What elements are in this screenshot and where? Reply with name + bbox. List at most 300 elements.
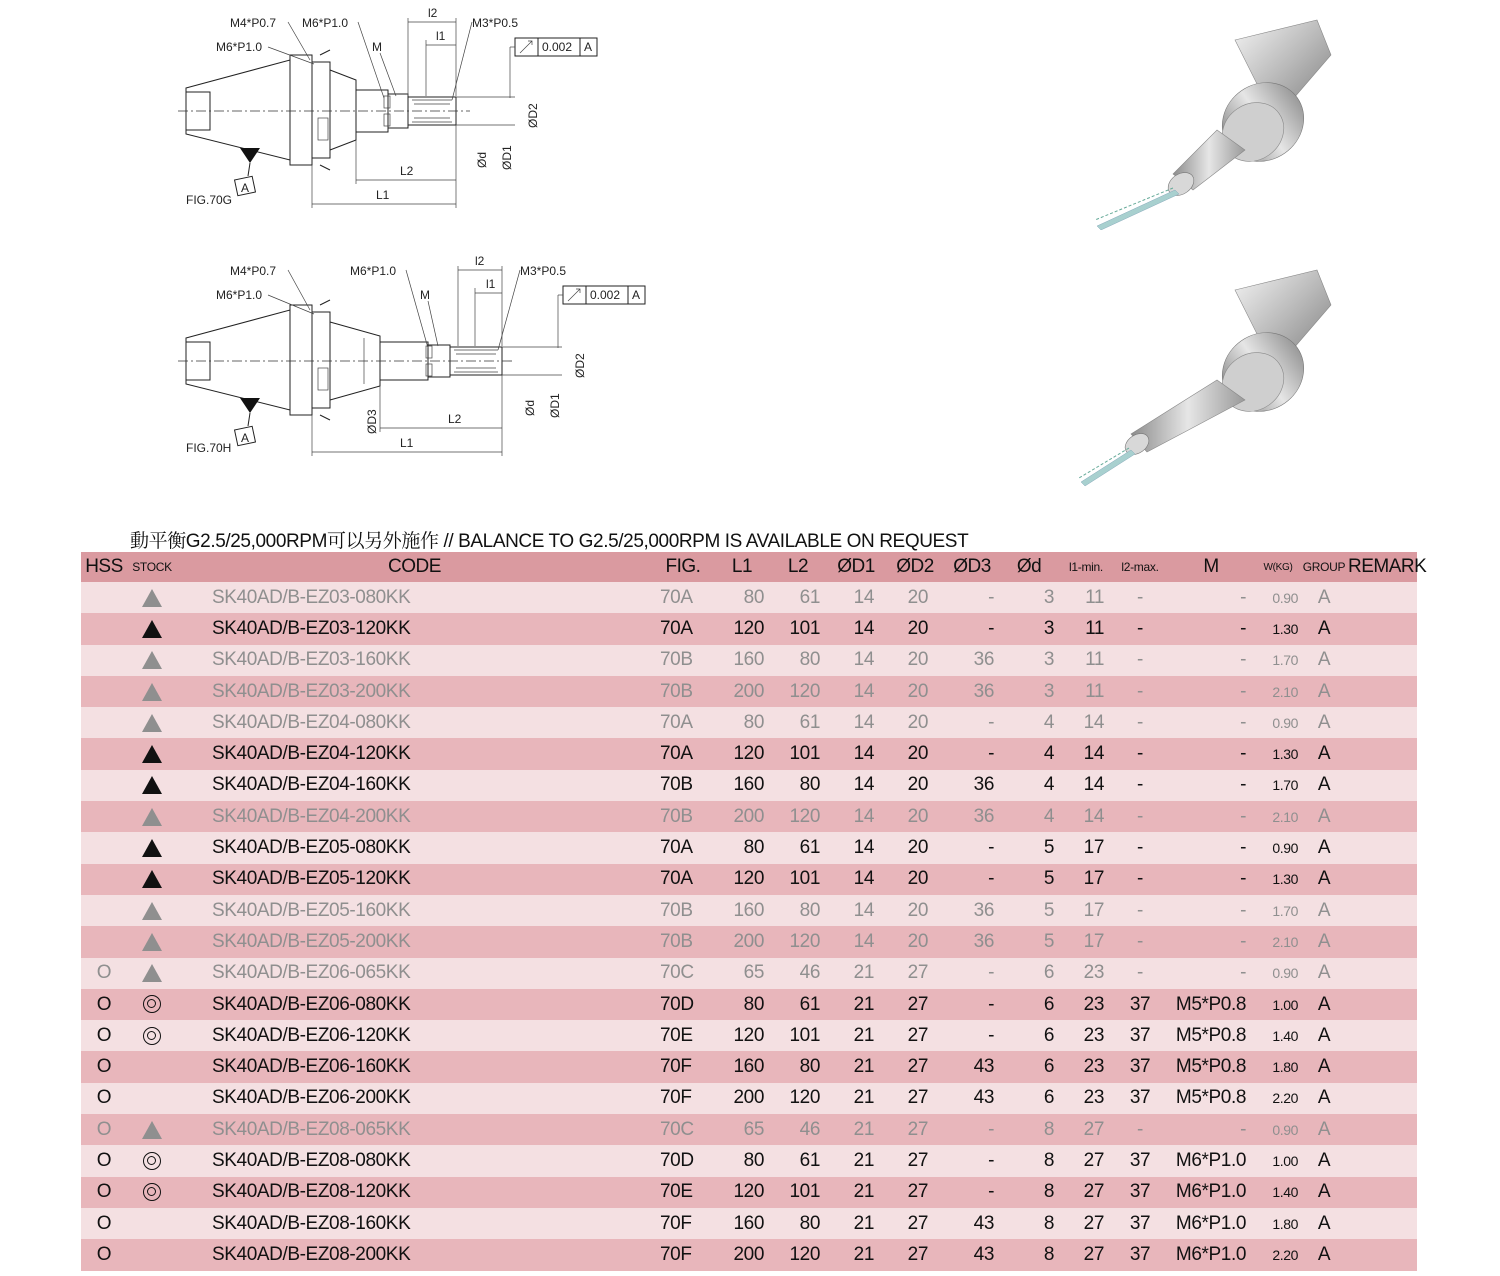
cell-m: - (1166, 895, 1256, 926)
cell-code: SK40AD/B-EZ06-120KK (177, 1020, 652, 1051)
figure-caption: FIG.70G (186, 193, 233, 207)
cell-od3: - (944, 1114, 1000, 1145)
stock-triangle-icon (142, 714, 162, 732)
cell-l2-max: 37 (1114, 1239, 1166, 1270)
cell-od3: 36 (944, 895, 1000, 926)
cell-hss (81, 926, 127, 957)
cell-fig: 70A (652, 582, 714, 613)
cell-od3: - (944, 613, 1000, 644)
cell-m: M5*P0.8 (1166, 1051, 1256, 1082)
cell-od3: 43 (944, 1208, 1000, 1239)
cell-l1: 120 (714, 1177, 770, 1208)
header-remark: REMARK (1348, 552, 1417, 582)
cell-group: A (1300, 707, 1348, 738)
cell-group: A (1300, 926, 1348, 957)
cell-group: A (1300, 676, 1348, 707)
cell-hss (81, 770, 127, 801)
cell-fig: 70A (652, 864, 714, 895)
cell-l2-max: - (1114, 832, 1166, 863)
cell-l1-min: 27 (1058, 1208, 1114, 1239)
cell-group: A (1300, 645, 1348, 676)
cell-code: SK40AD/B-EZ03-200KK (177, 676, 652, 707)
cell-od3: - (944, 1020, 1000, 1051)
header-l2: L2 (770, 552, 826, 582)
table-row (81, 1114, 1417, 1145)
balance-note: 動平衡G2.5/25,000RPM可以另外施作 // BALANCE TO G2.5/25,000RPM IS AVAILABLE ON REQUEST (130, 531, 969, 552)
cell-code: SK40AD/B-EZ04-080KK (177, 707, 652, 738)
cell-l1-min: 27 (1058, 1177, 1114, 1208)
cell-hss: O (81, 1083, 127, 1114)
cell-l1: 200 (714, 801, 770, 832)
cell-l2: 61 (770, 707, 826, 738)
cell-fig: 70B (652, 645, 714, 676)
cell-code: SK40AD/B-EZ03-160KK (177, 645, 652, 676)
cell-l2-max: 37 (1114, 1145, 1166, 1176)
cell-m: M6*P1.0 (1166, 1145, 1256, 1176)
cell-od3: 36 (944, 770, 1000, 801)
cell-m: - (1166, 582, 1256, 613)
cell-remark (1348, 676, 1417, 707)
cell-od2: 20 (886, 864, 944, 895)
label-od: Ød (475, 151, 489, 168)
cell-stock (127, 738, 177, 769)
cell-l1-min: 14 (1058, 707, 1114, 738)
cell-l1: 80 (714, 1145, 770, 1176)
cell-l1: 80 (714, 832, 770, 863)
cell-m: - (1166, 676, 1256, 707)
label-m6-top: M6*P1.0 (302, 16, 349, 30)
cell-l2-max: - (1114, 864, 1166, 895)
cell-od1: 21 (826, 1114, 886, 1145)
cell-od: 3 (1000, 645, 1058, 676)
cell-l1-min: 14 (1058, 738, 1114, 769)
cell-od3: - (944, 958, 1000, 989)
table-body (81, 582, 1417, 1271)
cell-l2: 120 (770, 801, 826, 832)
cell-weight: 0.90 (1256, 707, 1300, 738)
cell-od: 8 (1000, 1177, 1058, 1208)
cell-code: SK40AD/B-EZ06-160KK (177, 1051, 652, 1082)
cell-l1-min: 11 (1058, 645, 1114, 676)
cell-l1-min: 23 (1058, 1020, 1114, 1051)
cell-code: SK40AD/B-EZ08-160KK (177, 1208, 652, 1239)
cell-m: M6*P1.0 (1166, 1177, 1256, 1208)
cell-od2: 27 (886, 1239, 944, 1270)
label-od1: ØD1 (548, 393, 562, 418)
cell-od2: 20 (886, 738, 944, 769)
stock-triangle-icon (142, 902, 162, 920)
cell-od3: - (944, 582, 1000, 613)
cell-hss (81, 645, 127, 676)
cell-code: SK40AD/B-EZ05-080KK (177, 832, 652, 863)
cell-group: A (1300, 989, 1348, 1020)
cell-l1: 120 (714, 1020, 770, 1051)
label-l1-top: l1 (436, 29, 446, 43)
cell-stock (127, 1020, 177, 1051)
taper-body (186, 310, 290, 410)
cell-remark (1348, 864, 1417, 895)
cell-hss (81, 676, 127, 707)
cell-code: SK40AD/B-EZ08-120KK (177, 1177, 652, 1208)
stock-triangle-icon (142, 1121, 162, 1139)
cell-od: 5 (1000, 832, 1058, 863)
cell-l1: 160 (714, 1051, 770, 1082)
cell-l2-max: - (1114, 895, 1166, 926)
datum-marker: A (241, 181, 250, 195)
cell-od1: 21 (826, 989, 886, 1020)
header-l1: L1 (714, 552, 770, 582)
cell-fig: 70A (652, 832, 714, 863)
table-row (81, 645, 1417, 676)
table-row (81, 1208, 1417, 1239)
cell-fig: 70A (652, 613, 714, 644)
cell-od3: - (944, 707, 1000, 738)
cell-hss: O (81, 989, 127, 1020)
cell-stock (127, 832, 177, 863)
cell-od1: 21 (826, 1208, 886, 1239)
header-fig: FIG. (652, 552, 714, 582)
label-m6-top: M6*P1.0 (350, 264, 397, 278)
tolerance-datum: A (632, 288, 641, 302)
stock-double-circle-icon (143, 1027, 161, 1045)
cell-l2: 101 (770, 1177, 826, 1208)
cell-weight: 1.30 (1256, 864, 1300, 895)
cell-stock (127, 1145, 177, 1176)
cell-od: 4 (1000, 770, 1058, 801)
cell-hss: O (81, 1239, 127, 1270)
cell-hss: O (81, 1177, 127, 1208)
cell-l2-max: 37 (1114, 1020, 1166, 1051)
cell-weight: 0.90 (1256, 1114, 1300, 1145)
table-row (81, 613, 1417, 644)
stock-triangle-icon (142, 870, 162, 888)
cell-l2-max: - (1114, 958, 1166, 989)
cell-od1: 14 (826, 645, 886, 676)
table-row (81, 770, 1417, 801)
cell-fig: 70E (652, 1177, 714, 1208)
table-row (81, 895, 1417, 926)
cell-remark (1348, 582, 1417, 613)
cell-l1-min: 23 (1058, 1083, 1114, 1114)
cell-od2: 27 (886, 1083, 944, 1114)
cell-od: 3 (1000, 676, 1058, 707)
cell-m: - (1166, 864, 1256, 895)
cell-group: A (1300, 1051, 1348, 1082)
cell-od3: 43 (944, 1239, 1000, 1270)
cell-fig: 70F (652, 1083, 714, 1114)
header-code: CODE (177, 552, 652, 582)
header-m: M (1166, 552, 1256, 582)
cell-hss: O (81, 958, 127, 989)
cell-stock (127, 958, 177, 989)
cell-od3: 43 (944, 1083, 1000, 1114)
cell-l2-max: - (1114, 645, 1166, 676)
label-m6-side: M6*P1.0 (216, 40, 263, 54)
table-row (81, 832, 1417, 863)
cell-l1: 65 (714, 958, 770, 989)
cell-l1: 80 (714, 582, 770, 613)
flange-step (312, 62, 330, 158)
cell-fig: 70B (652, 676, 714, 707)
cell-code: SK40AD/B-EZ05-120KK (177, 864, 652, 895)
cell-weight: 1.30 (1256, 738, 1300, 769)
cell-od: 6 (1000, 1051, 1058, 1082)
cell-group: A (1300, 832, 1348, 863)
cell-fig: 70A (652, 738, 714, 769)
cell-l1: 200 (714, 1239, 770, 1270)
cell-group: A (1300, 1177, 1348, 1208)
cell-l1-min: 17 (1058, 832, 1114, 863)
cell-m: - (1166, 645, 1256, 676)
tool-holder-render-long (1075, 262, 1335, 487)
cell-od3: - (944, 1145, 1000, 1176)
datum-marker: A (241, 431, 250, 445)
cell-fig: 70B (652, 895, 714, 926)
cell-remark (1348, 1177, 1417, 1208)
cell-od1: 14 (826, 895, 886, 926)
cell-l2: 46 (770, 1114, 826, 1145)
cell-hss (81, 864, 127, 895)
label-m4: M4*P0.7 (230, 16, 277, 30)
cell-m: M5*P0.8 (1166, 1020, 1256, 1051)
cell-fig: 70A (652, 707, 714, 738)
table-row (81, 1177, 1417, 1208)
cell-od: 5 (1000, 864, 1058, 895)
cell-od: 6 (1000, 989, 1058, 1020)
cell-l1-min: 27 (1058, 1145, 1114, 1176)
cell-l2: 61 (770, 1145, 826, 1176)
cell-group: A (1300, 958, 1348, 989)
cell-l2-max: - (1114, 801, 1166, 832)
cell-od: 5 (1000, 926, 1058, 957)
cell-od1: 21 (826, 958, 886, 989)
taper-body (186, 60, 290, 160)
cell-l2-max: - (1114, 582, 1166, 613)
cell-l1-min: 11 (1058, 582, 1114, 613)
cell-m: M6*P1.0 (1166, 1208, 1256, 1239)
cell-hss: O (81, 1051, 127, 1082)
cell-l2-max: 37 (1114, 1177, 1166, 1208)
cell-fig: 70F (652, 1239, 714, 1270)
stock-triangle-icon (142, 589, 162, 607)
label-m3: M3*P0.5 (520, 264, 567, 278)
cell-weight: 2.10 (1256, 801, 1300, 832)
cell-l1: 160 (714, 1208, 770, 1239)
cell-l1: 120 (714, 864, 770, 895)
tool-holder-render-short (1085, 10, 1335, 230)
label-m: M (372, 40, 382, 54)
cell-od2: 20 (886, 645, 944, 676)
cell-remark (1348, 1083, 1417, 1114)
cell-group: A (1300, 801, 1348, 832)
neck (330, 70, 356, 150)
stock-triangle-icon (142, 745, 162, 763)
cell-remark (1348, 738, 1417, 769)
cell-group: A (1300, 1239, 1348, 1270)
label-l1: L1 (400, 436, 414, 450)
cell-l1: 120 (714, 738, 770, 769)
cell-stock (127, 1083, 177, 1114)
cell-m: M5*P0.8 (1166, 1083, 1256, 1114)
cell-l1: 200 (714, 1083, 770, 1114)
cell-od1: 14 (826, 832, 886, 863)
cell-m: - (1166, 613, 1256, 644)
cell-od2: 27 (886, 1145, 944, 1176)
stock-double-circle-icon (143, 1183, 161, 1201)
stock-triangle-icon (142, 808, 162, 826)
cell-m: - (1166, 926, 1256, 957)
label-l2: L2 (448, 412, 462, 426)
cell-l2: 101 (770, 738, 826, 769)
cell-remark (1348, 958, 1417, 989)
table-row (81, 676, 1417, 707)
cell-group: A (1300, 770, 1348, 801)
cell-od3: 36 (944, 645, 1000, 676)
tolerance-value: 0.002 (542, 40, 573, 54)
cell-hss (81, 895, 127, 926)
flange (290, 305, 312, 415)
cell-stock (127, 1239, 177, 1270)
cell-remark (1348, 1239, 1417, 1270)
cell-remark (1348, 1208, 1417, 1239)
stock-triangle-icon (142, 839, 162, 857)
cell-l2-max: - (1114, 1114, 1166, 1145)
cell-od: 3 (1000, 613, 1058, 644)
cell-fig: 70D (652, 989, 714, 1020)
cell-od2: 27 (886, 1051, 944, 1082)
cell-m: - (1166, 958, 1256, 989)
cell-stock (127, 895, 177, 926)
cell-fig: 70C (652, 1114, 714, 1145)
cell-l1-min: 17 (1058, 864, 1114, 895)
cell-fig: 70F (652, 1208, 714, 1239)
cell-stock (127, 613, 177, 644)
cell-hss (81, 832, 127, 863)
cell-od: 4 (1000, 738, 1058, 769)
cell-stock (127, 989, 177, 1020)
cell-weight: 1.40 (1256, 1020, 1300, 1051)
cell-stock (127, 1114, 177, 1145)
cell-od2: 20 (886, 676, 944, 707)
cell-m: - (1166, 738, 1256, 769)
cell-code: SK40AD/B-EZ03-080KK (177, 582, 652, 613)
cell-hss: O (81, 1208, 127, 1239)
cell-group: A (1300, 613, 1348, 644)
table-row (81, 582, 1417, 613)
cell-code: SK40AD/B-EZ04-200KK (177, 801, 652, 832)
cell-remark (1348, 770, 1417, 801)
cell-l2-max: - (1114, 707, 1166, 738)
cell-group: A (1300, 738, 1348, 769)
cell-od: 3 (1000, 582, 1058, 613)
cell-code: SK40AD/B-EZ08-065KK (177, 1114, 652, 1145)
cell-l2-max: 37 (1114, 1051, 1166, 1082)
cell-l1: 160 (714, 645, 770, 676)
cell-remark (1348, 707, 1417, 738)
label-m: M (420, 288, 430, 302)
label-od3: ØD3 (365, 409, 379, 434)
cell-l2: 80 (770, 1208, 826, 1239)
cell-l1-min: 17 (1058, 895, 1114, 926)
cell-od: 4 (1000, 801, 1058, 832)
table-row (81, 738, 1417, 769)
cell-l2: 120 (770, 676, 826, 707)
cell-stock (127, 770, 177, 801)
cell-l1-min: 14 (1058, 770, 1114, 801)
cell-od2: 27 (886, 1020, 944, 1051)
cell-od: 8 (1000, 1239, 1058, 1270)
label-od: Ød (523, 399, 537, 416)
cell-weight: 2.10 (1256, 676, 1300, 707)
cell-l2-max: 37 (1114, 989, 1166, 1020)
cell-weight: 0.90 (1256, 832, 1300, 863)
cell-group: A (1300, 864, 1348, 895)
cell-od: 6 (1000, 1083, 1058, 1114)
cell-od3: 43 (944, 1051, 1000, 1082)
cell-od1: 14 (826, 770, 886, 801)
cell-l1: 80 (714, 989, 770, 1020)
label-od2: ØD2 (526, 103, 540, 128)
cell-weight: 1.80 (1256, 1208, 1300, 1239)
label-l2-top: l2 (475, 254, 485, 268)
cell-od2: 27 (886, 989, 944, 1020)
cell-hss: O (81, 1020, 127, 1051)
cell-code: SK40AD/B-EZ03-120KK (177, 613, 652, 644)
table-row (81, 1145, 1417, 1176)
cell-od: 8 (1000, 1145, 1058, 1176)
stock-double-circle-icon (143, 995, 161, 1013)
table-row (81, 1020, 1417, 1051)
cell-fig: 70B (652, 770, 714, 801)
label-l1: L1 (376, 188, 390, 202)
cell-l1-min: 27 (1058, 1239, 1114, 1270)
cell-l2-max: - (1114, 926, 1166, 957)
cell-l2-max: 37 (1114, 1083, 1166, 1114)
label-l1-top: l1 (486, 277, 496, 291)
cell-od1: 14 (826, 582, 886, 613)
cell-od1: 14 (826, 864, 886, 895)
cell-od: 6 (1000, 1020, 1058, 1051)
cell-m: - (1166, 707, 1256, 738)
header-od2: ØD2 (886, 552, 944, 582)
cell-od2: 20 (886, 707, 944, 738)
cell-code: SK40AD/B-EZ06-200KK (177, 1083, 652, 1114)
cell-l1: 160 (714, 895, 770, 926)
cell-m: - (1166, 801, 1256, 832)
header-hss: HSS (81, 552, 127, 582)
cell-l1: 200 (714, 926, 770, 957)
specification-table (81, 552, 1427, 1271)
cell-code: SK40AD/B-EZ05-160KK (177, 895, 652, 926)
cell-group: A (1300, 1145, 1348, 1176)
cell-od2: 20 (886, 926, 944, 957)
cell-hss (81, 738, 127, 769)
cell-m: - (1166, 832, 1256, 863)
cell-remark (1348, 801, 1417, 832)
cell-l2-max: - (1114, 676, 1166, 707)
cell-weight: 1.00 (1256, 1145, 1300, 1176)
cell-weight: 1.00 (1256, 989, 1300, 1020)
cell-remark (1348, 1020, 1417, 1051)
cell-hss: O (81, 1114, 127, 1145)
cell-od1: 14 (826, 676, 886, 707)
label-m4: M4*P0.7 (230, 264, 277, 278)
cell-weight: 2.10 (1256, 926, 1300, 957)
table-row (81, 926, 1417, 957)
cell-hss (81, 613, 127, 644)
cell-weight: 2.20 (1256, 1083, 1300, 1114)
cell-od: 4 (1000, 707, 1058, 738)
